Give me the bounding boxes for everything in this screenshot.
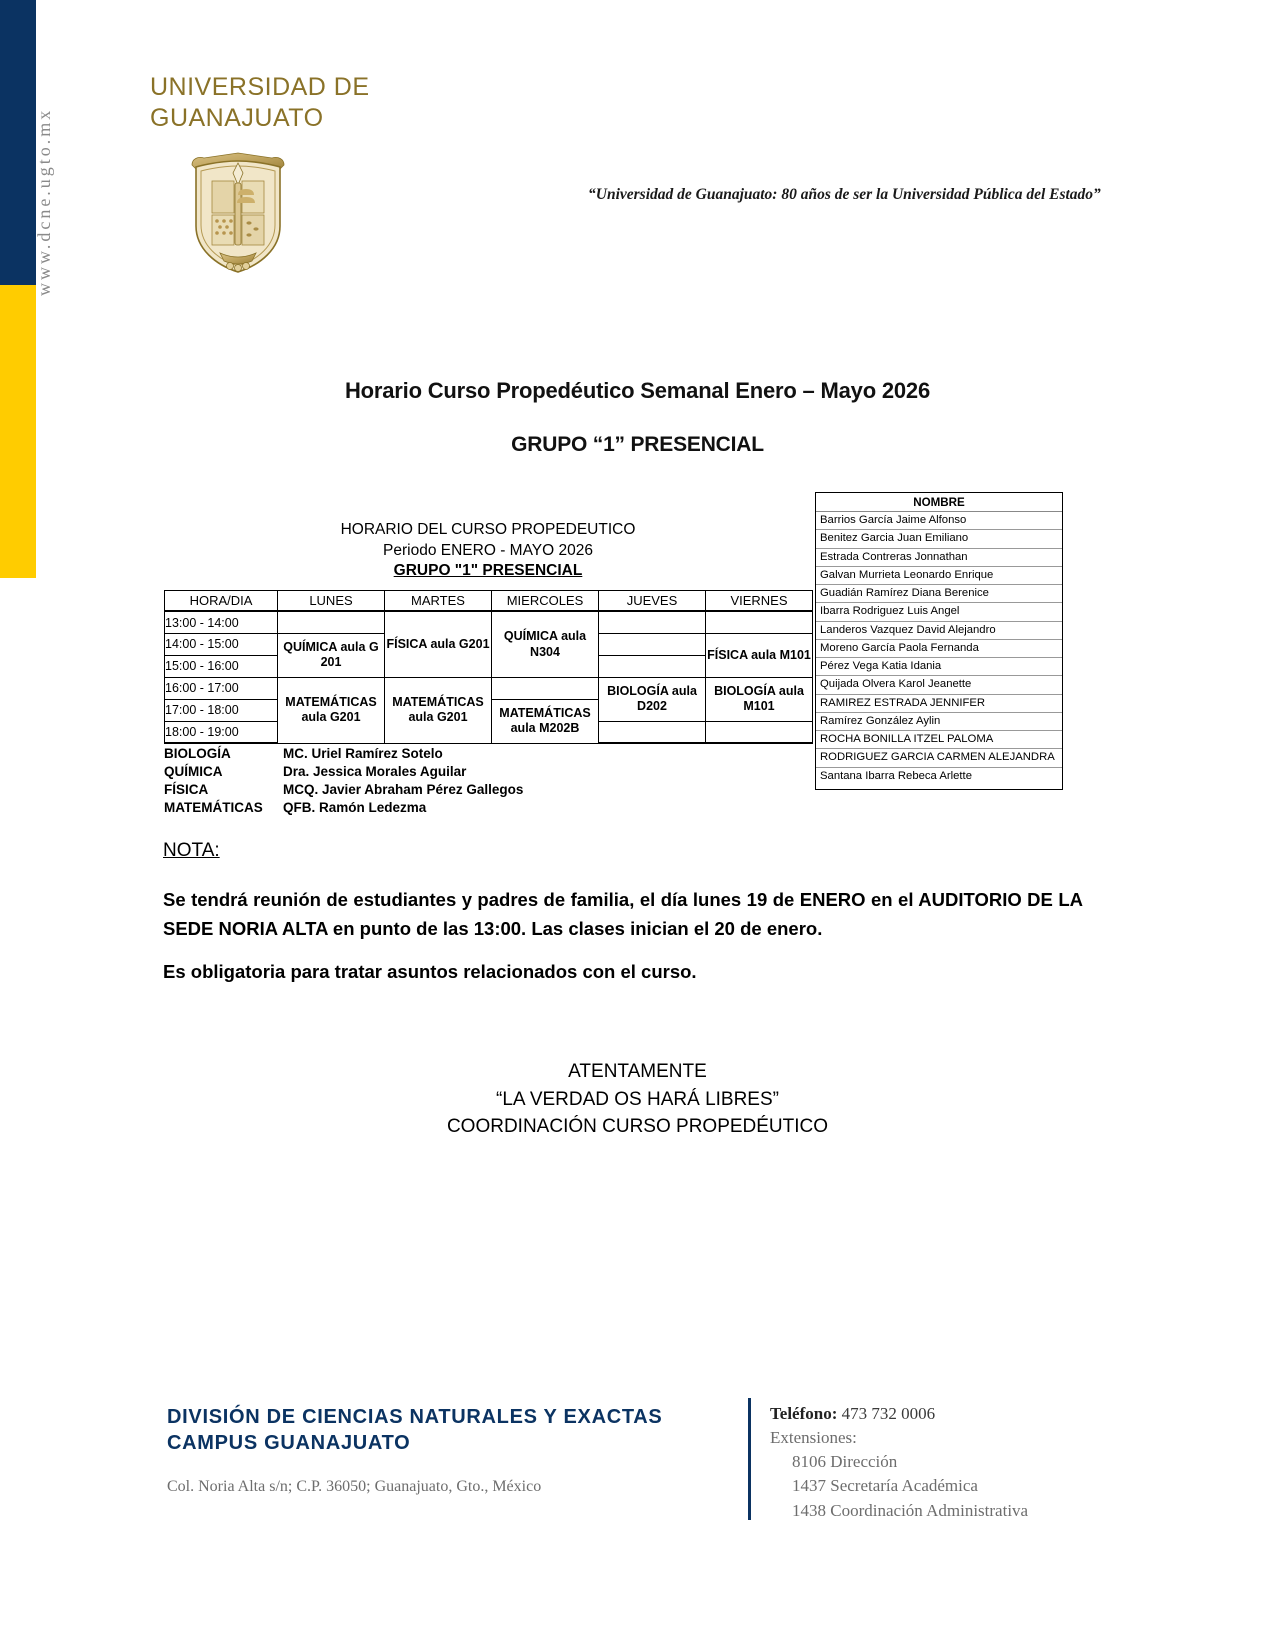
- teacher-row: [164, 746, 523, 764]
- list-item: [816, 603, 1062, 621]
- sidebar-navy-bar: [0, 0, 36, 285]
- student-name: Landeros Vazquez David Alejandro: [816, 621, 1062, 639]
- list-item: [816, 749, 1062, 767]
- footer-division-line-1: DIVISIÓN DE CIENCIAS NATURALES Y EXACTAS: [167, 1406, 663, 1428]
- teachers-list: [164, 746, 523, 818]
- university-tagline: “Universidad de Guanajuato: 80 años de ser la Universidad Pública del Estado”: [588, 186, 1101, 203]
- footer-extensions-label: Extensiones:: [770, 1428, 857, 1448]
- student-name: Galvan Murrieta Leonardo Enrique: [816, 566, 1062, 584]
- cell-viernes-biologia: BIOLOGÍA aula M101: [706, 677, 813, 721]
- teacher-row: [164, 764, 523, 782]
- student-names-panel: [815, 492, 1063, 790]
- footer-divider: [748, 1398, 751, 1520]
- weekly-schedule-table: [164, 590, 813, 745]
- student-name: ROCHA BONILLA ITZEL PALOMA: [816, 731, 1062, 749]
- cell-jueves-2: [599, 633, 706, 655]
- list-item: [816, 731, 1062, 749]
- student-name: Barrios García Jaime Alfonso: [816, 512, 1062, 530]
- student-name: RAMIREZ ESTRADA JENNIFER: [816, 694, 1062, 712]
- schedule-hour-1: 13:00 - 14:00: [165, 611, 278, 633]
- teacher-row: [164, 782, 523, 800]
- list-item: [816, 639, 1062, 657]
- list-item: [816, 658, 1062, 676]
- note-paragraph-1: Se tendrá reunión de estudiantes y padres de familia, el día lunes 19 de ENERO en el AUDITORIO DE LA SEDE NORIA ALTA en punto de las 13:00. Las clases inician el 20 de enero.: [163, 889, 1083, 939]
- student-name: Moreno García Paola Fernanda: [816, 639, 1062, 657]
- student-name: Santana Ibarra Rebeca Arlette: [820, 769, 972, 782]
- cell-miercoles-4: [492, 677, 599, 699]
- sidebar-gold-bar: [0, 285, 36, 578]
- table-row: [165, 677, 813, 699]
- student-name: Estrada Contreras Jonnathan: [816, 548, 1062, 566]
- cell-miercoles-quimica: QUÍMICA aula N304: [492, 611, 599, 677]
- teacher-subject: BIOLOGÍA: [164, 746, 231, 762]
- names-header-row: [816, 495, 1062, 512]
- schedule-col-lunes: LUNES: [278, 590, 385, 611]
- teacher-name: QFB. Ramón Ledezma: [283, 799, 427, 815]
- student-name: RODRIGUEZ GARCIA CARMEN ALEJANDRA: [816, 749, 1062, 767]
- logo-line-1: UNIVERSIDAD DE: [150, 73, 370, 101]
- teacher-name: MC. Uriel Ramírez Sotelo: [283, 746, 443, 762]
- schedule-block: [164, 520, 812, 818]
- schedule-col-jueves: JUEVES: [599, 590, 706, 611]
- cell-viernes-fisica: FÍSICA aula M101: [706, 633, 813, 677]
- footer-extension-item: 1438 Coordinación Administrativa: [792, 1500, 1029, 1520]
- teacher-subject: QUÍMICA: [164, 764, 223, 780]
- list-item: [816, 694, 1062, 712]
- schedule-col-hora: HORA/DIA: [165, 590, 278, 611]
- footer-phone-label: Teléfono:: [770, 1404, 838, 1423]
- note-paragraph-2: Es obligatoria para tratar asuntos relacionados con el curso.: [163, 961, 697, 982]
- schedule-header-row: [165, 590, 813, 611]
- schedule-hour-2: 14:00 - 15:00: [165, 633, 278, 655]
- teacher-row: [164, 800, 523, 818]
- cell-jueves-biologia: BIOLOGÍA aula D202: [599, 677, 706, 721]
- teacher-name: Dra. Jessica Morales Aguilar: [283, 764, 467, 780]
- table-row: [165, 611, 813, 633]
- logo-line-2: GUANAJUATO: [150, 103, 324, 132]
- page-title: Horario Curso Propedéutico Semanal Enero – Mayo 2026: [344, 378, 930, 403]
- teacher-subject: MATEMÁTICAS: [164, 799, 263, 815]
- closing-line-3: COORDINACIÓN CURSO PROPEDÉUTICO: [446, 1116, 829, 1138]
- closing-block: [0, 1058, 1275, 1141]
- footer-division-line-2: CAMPUS GUANAJUATO: [167, 1431, 411, 1454]
- schedule-col-viernes: VIERNES: [706, 590, 813, 611]
- teacher-name: MCQ. Javier Abraham Pérez Gallegos: [283, 782, 524, 798]
- cell-lunes-1: [278, 611, 385, 633]
- cell-viernes-6: [706, 721, 813, 743]
- university-logo: [150, 72, 480, 281]
- footer-phone-number: 473 732 0006: [841, 1404, 936, 1423]
- schedule-col-martes: MARTES: [385, 590, 492, 611]
- list-item: [816, 585, 1062, 603]
- schedule-col-miercoles: MIERCOLES: [492, 590, 599, 611]
- student-names-table: [816, 495, 1062, 785]
- schedule-hour-5: 17:00 - 18:00: [165, 699, 278, 721]
- closing-line-1: ATENTAMENTE: [568, 1061, 707, 1082]
- schedule-heading: [164, 520, 812, 582]
- schedule-hour-3: 15:00 - 16:00: [165, 655, 278, 677]
- cell-jueves-6: [599, 721, 706, 743]
- student-name: Ramírez González Aylin: [816, 712, 1062, 730]
- schedule-heading-line-3: GRUPO "1" PRESENCIAL: [393, 562, 583, 580]
- list-item: [816, 767, 1062, 785]
- sidebar-website-url: www.dcne.ugto.mx: [34, 107, 54, 296]
- cell-miercoles-matematicas: MATEMÁTICAS aula M202B: [492, 699, 599, 743]
- names-column-header: NOMBRE: [816, 495, 1062, 512]
- student-name: Ibarra Rodriguez Luis Angel: [816, 603, 1062, 621]
- cell-lunes-quimica: QUÍMICA aula G 201: [278, 633, 385, 677]
- cell-martes-fisica: FÍSICA aula G201: [385, 611, 492, 677]
- closing-line-2: “LA VERDAD OS HARÁ LIBRES”: [496, 1088, 779, 1110]
- footer-left: [167, 1405, 727, 1496]
- list-item: [816, 676, 1062, 694]
- student-name: Quijada Olvera Karol Jeanette: [816, 676, 1062, 694]
- teacher-subject: FÍSICA: [164, 782, 209, 798]
- cell-jueves-1: [599, 611, 706, 633]
- footer-address: Col. Noria Alta s/n; C.P. 36050; Guanajuato, Gto., México: [167, 1478, 542, 1496]
- footer-extension-item: 1437 Secretaría Académica: [792, 1476, 978, 1496]
- note-label: NOTA:: [163, 840, 220, 861]
- list-item: [816, 548, 1062, 566]
- schedule-heading-line-1: HORARIO DEL CURSO PROPEDEUTICO: [340, 521, 636, 538]
- student-name: Guadián Ramírez Diana Berenice: [816, 585, 1062, 603]
- list-item: [816, 566, 1062, 584]
- cell-lunes-matematicas: MATEMÁTICAS aula G201: [278, 677, 385, 743]
- student-name: Pérez Vega Katia Idania: [816, 658, 1062, 676]
- list-item: [816, 512, 1062, 530]
- student-name: Benitez Garcia Juan Emiliano: [816, 530, 1062, 548]
- cell-martes-matematicas: MATEMÁTICAS aula G201: [385, 677, 492, 743]
- cell-jueves-3: [599, 655, 706, 677]
- schedule-heading-line-2: Periodo ENERO - MAYO 2026: [383, 541, 593, 559]
- schedule-hour-4: 16:00 - 17:00: [165, 677, 278, 699]
- page-subtitle: GRUPO “1” PRESENCIAL: [511, 433, 764, 456]
- university-crest-icon: [178, 141, 298, 276]
- footer-contact: [770, 1402, 1028, 1523]
- schedule-hour-6: 18:00 - 19:00: [165, 721, 278, 743]
- list-item: [816, 712, 1062, 730]
- list-item: [816, 621, 1062, 639]
- cell-viernes-1: [706, 611, 813, 633]
- footer-extension-item: 8106 Dirección: [792, 1452, 898, 1472]
- list-item: [816, 530, 1062, 548]
